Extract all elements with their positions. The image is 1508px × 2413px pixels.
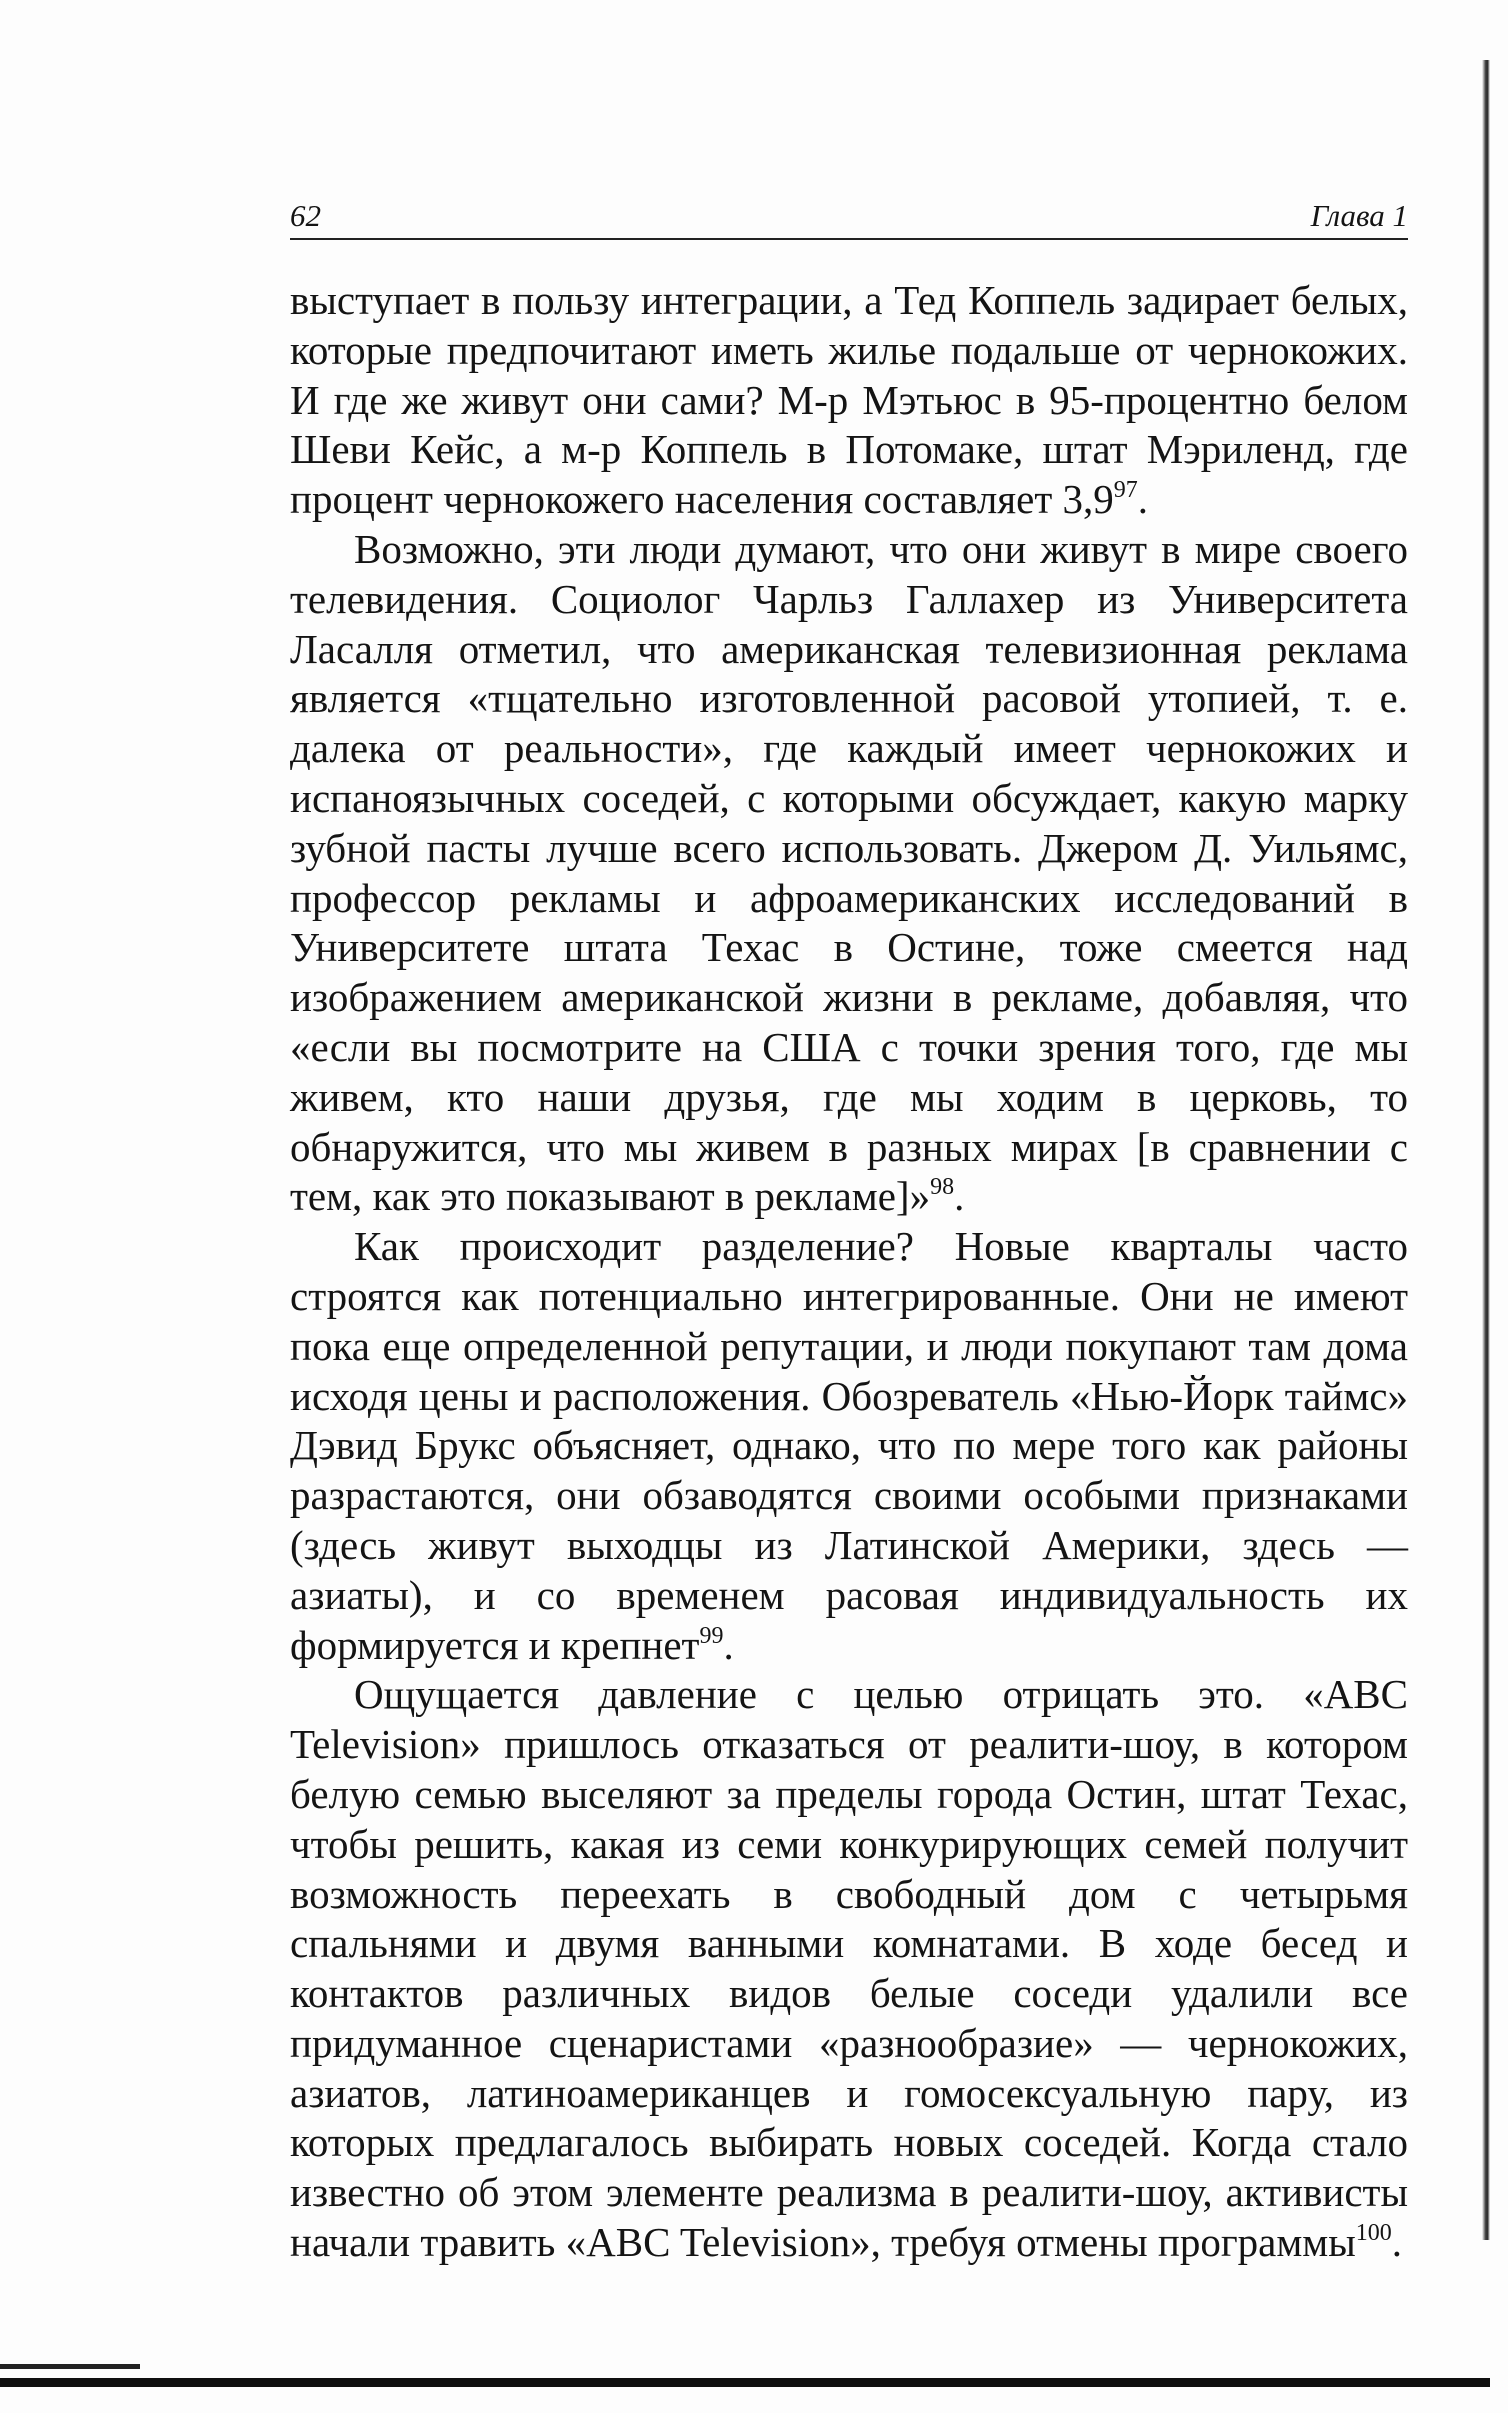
running-head: Глава 1 xyxy=(1310,198,1408,233)
scan-shadow-bottom-left xyxy=(0,2364,140,2369)
page-header xyxy=(290,192,1408,240)
paragraph-text: Ощущается давление с целью отрицать это. «ABC Television» пришлось отказаться от реалити-шоу, в котором белую семью выселяют за пределы города Остин, штат Техас, чтобы решить, какая из семи конкурирующих семей получит возможность переехать в свободный дом с четырьмя спальнями и двумя ванными комнатами. В ходе бесед и контактов различных видов белые соседи удалили все придуманное сценаристами «разнообразие» — чернокожих, азиатов, латиноамериканцев и гомосексуальную пару, из которых предлагалось выбирать новых соседей. Когда стало известно об этом элементе реализма в реалити-шоу, активисты начали травить «ABC Television», требуя отмены программы xyxy=(290,1671,1408,2266)
paragraph-text: выступает в пользу интеграции, а Тед Коппель задирает белых, которые предпочитают иметь жилье подальше от чернокожих. И где же живут они сами? М-р Мэтьюс в 95-процентно белом Шеви Кейс, а м-р Коппель в Потомаке, штат Мэриленд, где процент чернокожего населения составляет 3,9 xyxy=(290,277,1408,523)
footnote-ref: 97 xyxy=(1113,477,1138,504)
paragraph-text: Возможно, эти люди думают, что они живут в мире своего телевидения. Социолог Чарльз Галлахер из Университета Ласалля отметил, что американская телевизионная реклама является «тщательно изготовленной расовой утопией, т. е. далека от реальности», где каждый имеет чернокожих и испаноязычных соседей, с которыми обсуждает, какую марку зубной пасты лучше всего использовать. Джером Д. Уильямс, профессор рекламы и афроамериканских исследований в Университете штата Техас в Остине, тоже смеется над изображением американской жизни в рекламе, добавляя, что «если вы посмотрите на США с точки зрения того, где мы живем, кто наши друзья, где мы ходим в церковь, то обнаружится, что мы живем в разных мирах [в сравнении с тем, как это показывают в рекламе]» xyxy=(290,525,1408,1220)
footnote-ref: 98 xyxy=(930,1174,955,1201)
scan-shadow-right xyxy=(1482,60,1490,2240)
paragraph xyxy=(290,1670,1408,2268)
scan-shadow-bottom xyxy=(0,2378,1490,2387)
paragraph-end: . xyxy=(954,1173,965,1220)
body-text xyxy=(290,276,1408,2268)
paragraph-end: . xyxy=(1137,476,1149,523)
paragraph-end: . xyxy=(1391,2219,1403,2266)
paragraph xyxy=(290,276,1408,525)
paragraph-end: . xyxy=(723,1621,734,1668)
paragraph xyxy=(290,1222,1408,1670)
footnote-ref: 100 xyxy=(1355,2220,1392,2247)
paragraph xyxy=(290,525,1408,1222)
footnote-ref: 99 xyxy=(699,1622,724,1649)
paragraph-text: Как происходит разделение? Новые кварталы часто строятся как потенциально интегрированные. Они не имеют пока еще определенной репутации, и люди покупают там дома исходя цены и расположения. Обозреватель «Нью-Йорк таймс» Дэвид Брукс объясняет, однако, что по мере того как районы разрастаются, они обзаводятся своими особыми признаками (здесь живут выходцы из Латинской Америки, здесь — азиаты), и со временем расовая индивидуальность их формируется и крепнет xyxy=(290,1223,1408,1668)
page-number: 62 xyxy=(290,198,321,233)
